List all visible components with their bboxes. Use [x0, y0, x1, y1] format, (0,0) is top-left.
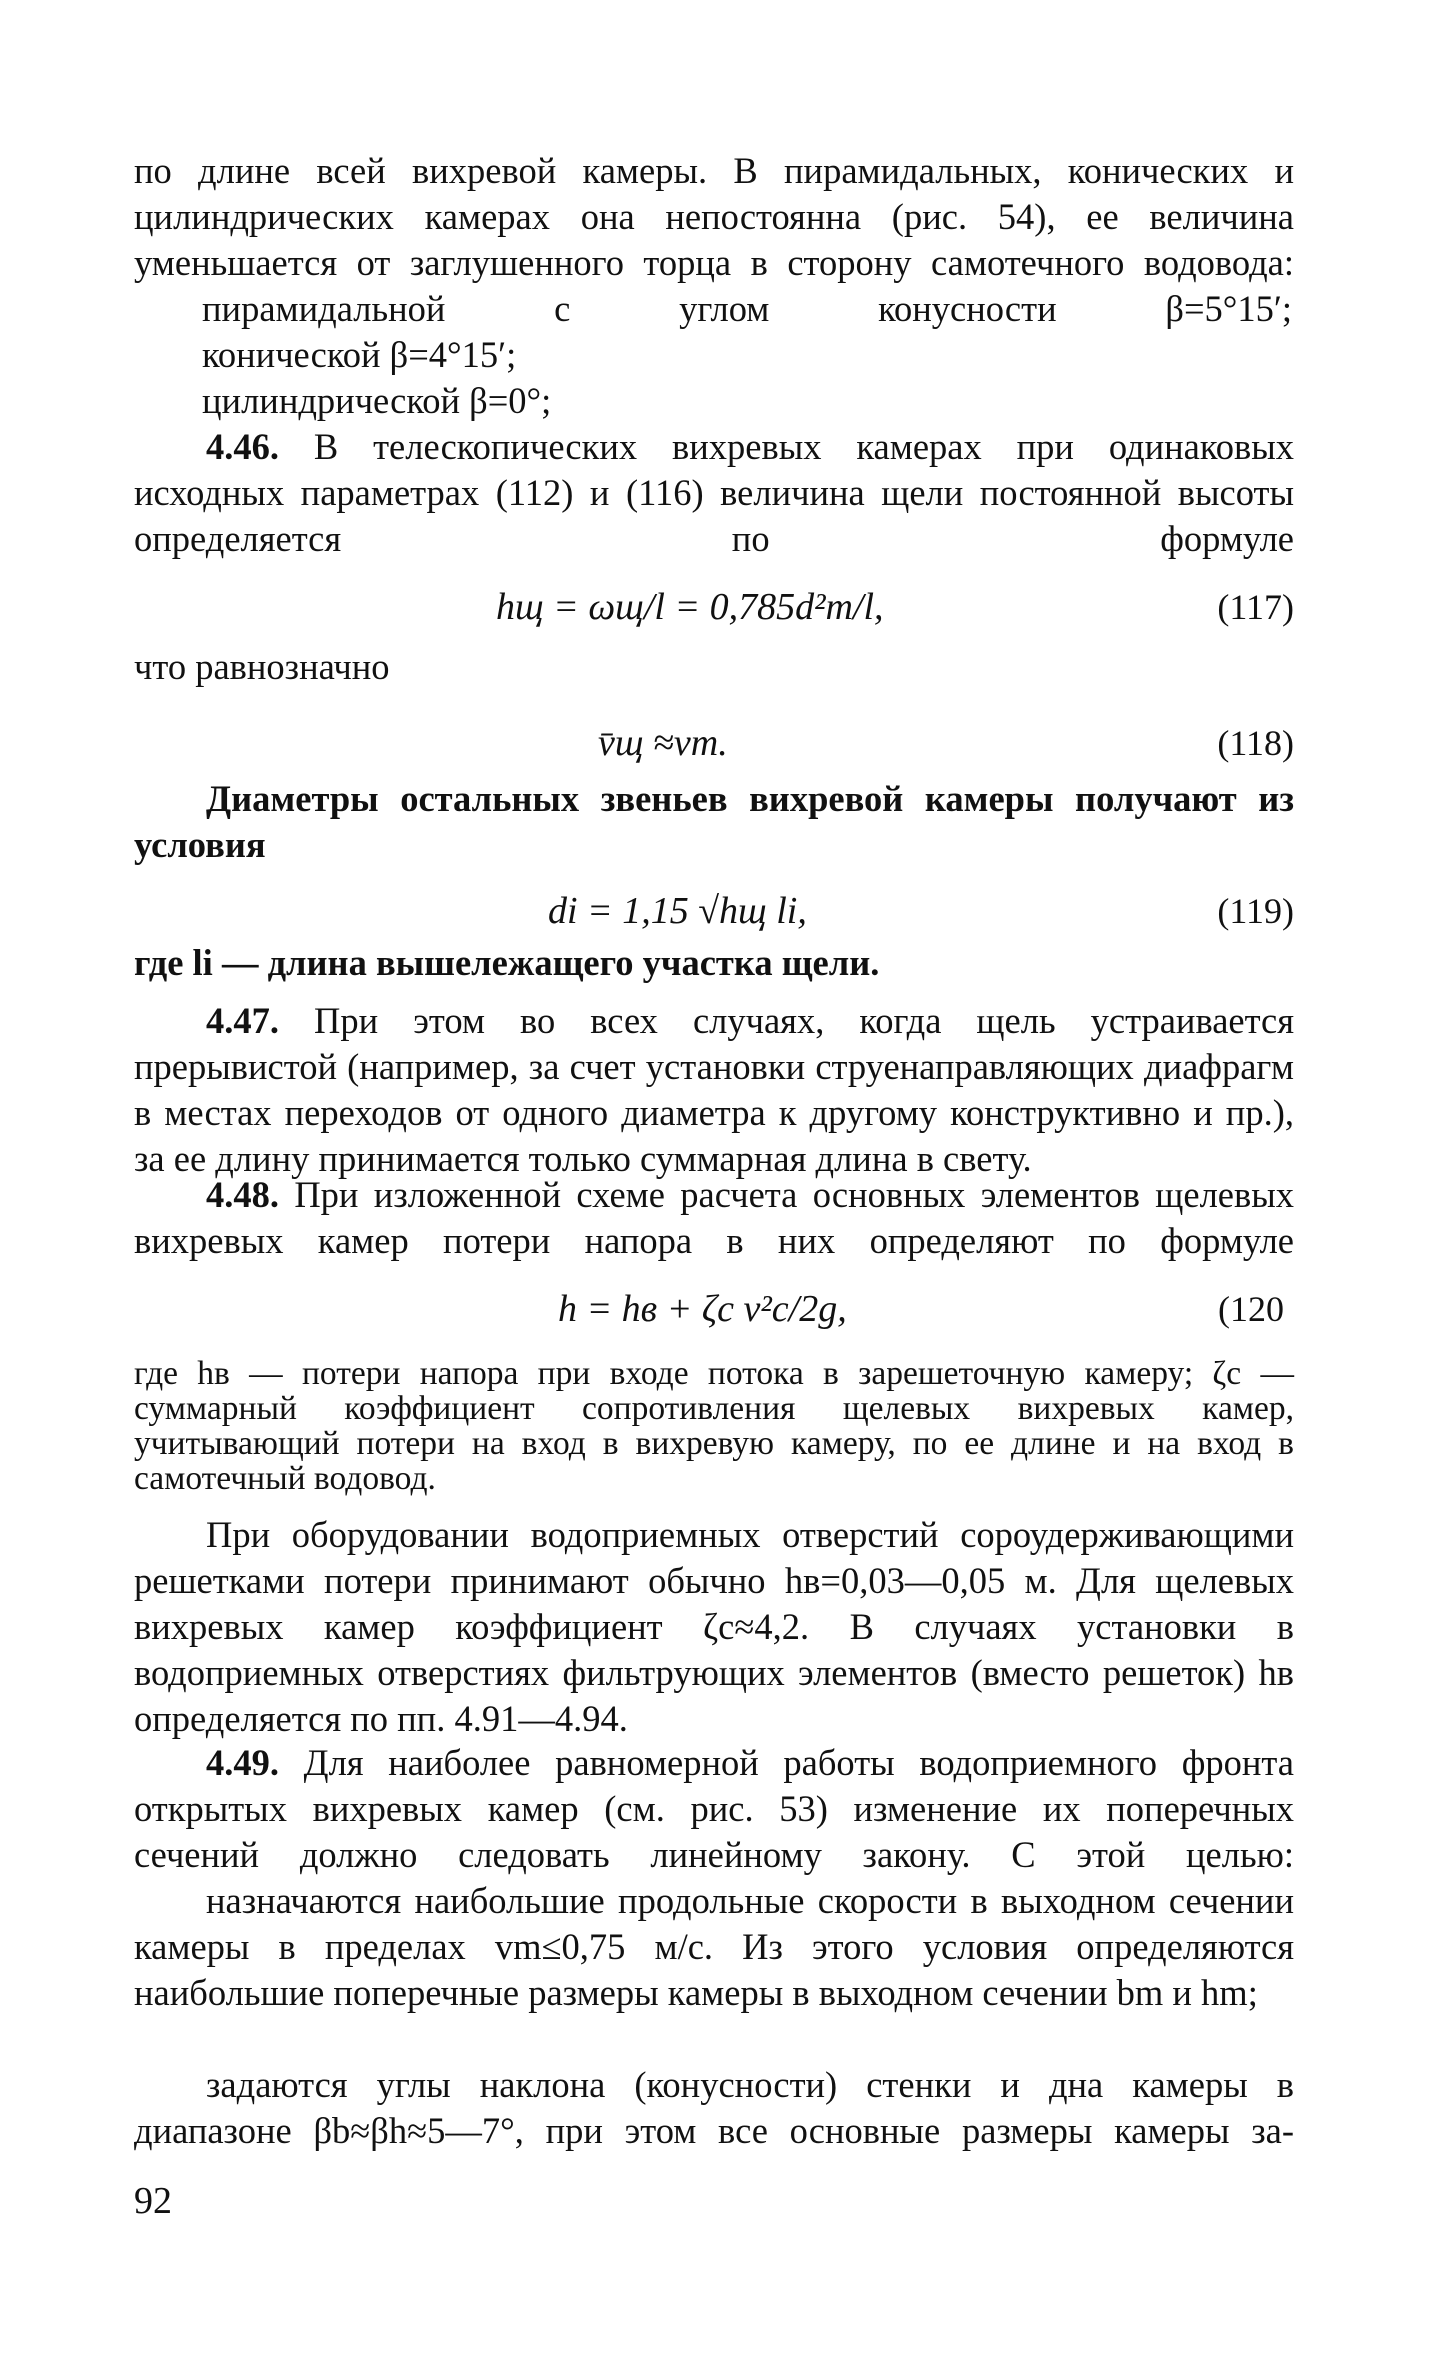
section-number: 4.46. — [206, 426, 279, 467]
list-item-conical: конической β=4°15′; — [202, 334, 517, 375]
paragraph-assign-speeds: назначаются наибольшие продольные скорости в выходном сечении камеры в пределах vm≤0,75 м/с. Из этого условия определяются наибольшие поперечные размеры камеры в выходном сечении bm и hm; — [134, 1880, 1294, 2013]
formula-number-120: (120 — [1218, 1289, 1284, 1329]
formula-119: di = 1,15 √hщ li, — [548, 890, 807, 932]
paragraph-equipment: При оборудовании водоприемных отверстий сороудерживающими решетками потери принимают обычно hв=0,03—0,05 м. Для щелевых вихревых камер коэффициент ζс≈4,2. В случаях установки в водоприемных отверстиях фильтрующих элементов (вместо решеток) hв определяется по пп. 4.91—4.94. — [134, 1514, 1294, 1739]
page-number: 92 — [134, 2180, 172, 2222]
formula-120: h = hв + ζс v²с/2g, — [558, 1288, 847, 1330]
section-text: В телескопических вихревых камерах при одинаковых исходных параметрах (112) и (116) величина щели постоянной высоты определяется по формуле — [134, 426, 1294, 559]
paragraph-diameters: Диаметры остальных звеньев вихревой камеры получают из условия — [134, 778, 1294, 865]
where-120: где hв — потери напора при входе потока в зарешеточную камеру; ζс — суммарный коэффициент сопротивления щелевых вихревых камер, учитывающий потери на вход в вихревую камеру, по ее длине и на вход в самотечный водовод. — [134, 1355, 1294, 1497]
formula-number-118: (118) — [1217, 723, 1294, 763]
list-item-cylindrical: цилиндрической β=0°; — [202, 380, 552, 421]
section-4-46 — [134, 424, 1294, 562]
text-equivalent: что равнозначно — [134, 646, 390, 687]
paragraph-set-angles: задаются углы наклона (конусности) стенки и дна камеры в диапазоне βb≈βh≈5—7°, при этом все основные размеры камеры за- — [134, 2064, 1294, 2151]
formula-118: v̄щ ≈vm. — [598, 722, 728, 764]
section-number: 4.47. — [206, 1000, 279, 1041]
section-text: При изложенной схеме расчета основных элементов щелевых вихревых камер потери напора в них определяют по формуле — [134, 1174, 1294, 1261]
section-number: 4.49. — [206, 1742, 279, 1783]
paragraph-chamber-length: по длине всей вихревой камеры. В пирамидальных, конических и цилиндрических камерах она непостоянна (рис. 54), ее величина уменьшается от заглушенного торца в сторону самотечного водовода: — [134, 150, 1294, 283]
section-4-49 — [134, 1740, 1294, 1878]
section-text: При этом во всех случаях, когда щель устраивается прерывистой (например, за счет установки струенаправляющих диафрагм в местах переходов от одного диаметра к другому конструктивно и пр.), за ее длину принимается только суммарная длина в свету. — [134, 1000, 1294, 1179]
list-item-pyramidal: пирамидальной с углом конусности β=5°15′; — [202, 288, 1292, 329]
section-4-48 — [134, 1172, 1294, 1264]
formula-number-117: (117) — [1217, 587, 1294, 627]
where-119: где li — длина вышележащего участка щели. — [134, 942, 880, 983]
section-text: Для наиболее равномерной работы водоприемного фронта открытых вихревых камер (см. рис. 53) изменение их поперечных сечений должно следовать линейному закону. С этой целью: — [134, 1742, 1294, 1875]
section-4-47 — [134, 998, 1294, 1182]
formula-number-119: (119) — [1217, 891, 1294, 931]
formula-117: hщ = ωщ/l = 0,785d²m/l, — [496, 586, 884, 628]
section-number: 4.48. — [206, 1174, 279, 1215]
